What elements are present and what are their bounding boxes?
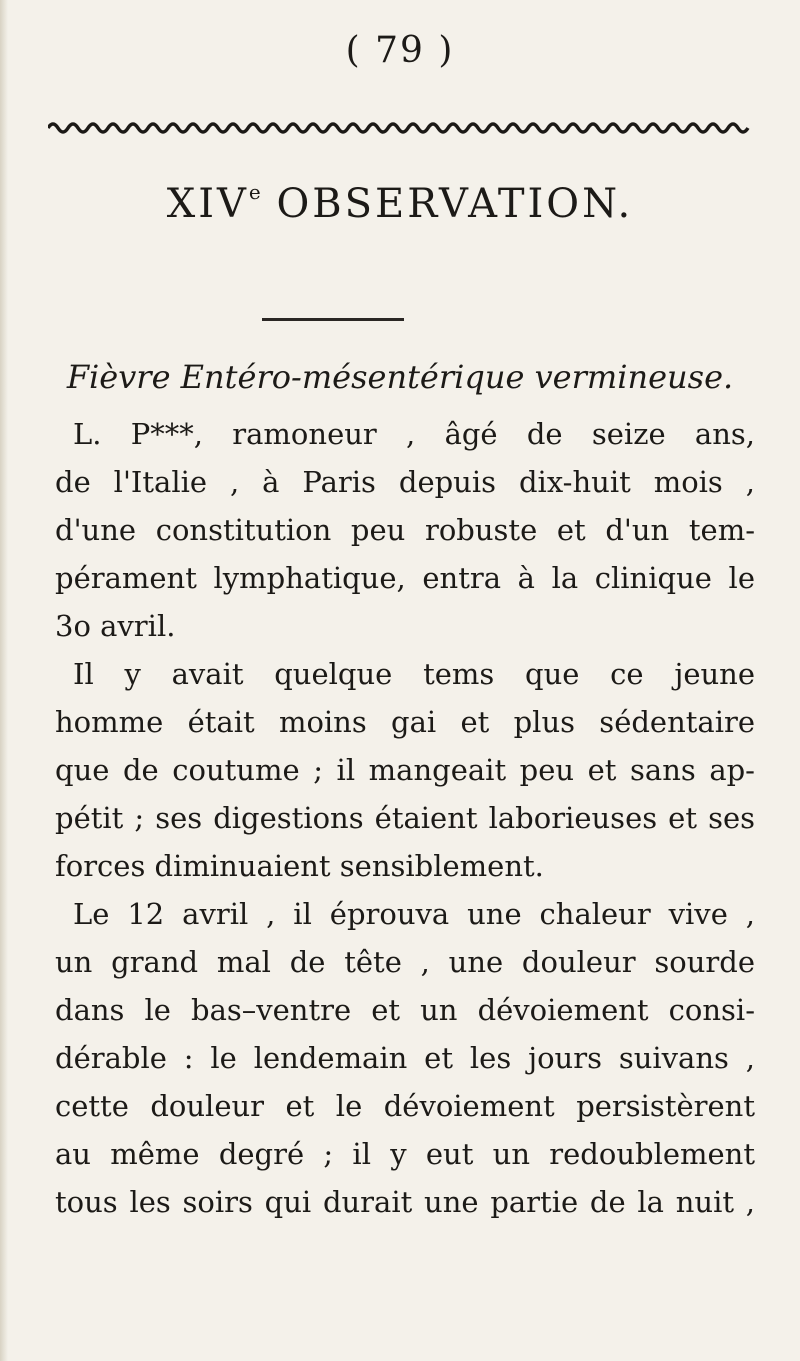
text-line: Il y avait quelque tems que ce jeune (73, 657, 755, 691)
text-line: pétit ; ses digestions étaient laborieuses et ses (55, 801, 755, 835)
text-line: 3o avril. (55, 609, 176, 643)
text-line: homme était moins gai et plus sédentaire (55, 705, 755, 739)
heading-superscript: e (248, 180, 261, 204)
text-line: tous les soirs qui durait une partie de la nuit , (55, 1185, 755, 1219)
text-line: pérament lymphatique, entra à la clinique le (55, 561, 755, 595)
text-line: que de coutume ; il mangeait peu et sans ap- (55, 753, 755, 787)
text-line: dans le bas–ventre et un dévoiement consi- (55, 993, 755, 1027)
ornamental-border (48, 118, 753, 138)
text-line: d'une constitution peu robuste et d'un tem- (55, 513, 755, 547)
text-line: de l'Italie , à Paris depuis dix-huit mois , (55, 465, 755, 499)
page-number: ( 79 ) (345, 30, 455, 71)
text-line: au même degré ; il y eut un redoublement (55, 1137, 755, 1171)
text-line: L. P***, ramoneur , âgé de seize ans, (73, 417, 755, 451)
case-subtitle: Fièvre Entéro-mésentérique vermineuse. (66, 358, 734, 396)
heading-divider (262, 318, 404, 321)
text-line: forces diminuaient sensiblement. (55, 849, 544, 883)
observation-heading (0, 180, 800, 227)
body-text (55, 410, 755, 1226)
text-line: Le 12 avril , il éprouva une chaleur vive , (73, 897, 755, 931)
text-line: un grand mal de tête , une douleur sourde (55, 945, 755, 979)
heading-word: OBSERVATION. (276, 181, 634, 227)
heading-numeral: XIV (166, 181, 249, 227)
text-line: cette douleur et le dévoiement persistèrent (55, 1089, 755, 1123)
text-line: dérable : le lendemain et les jours suivans , (55, 1041, 755, 1075)
